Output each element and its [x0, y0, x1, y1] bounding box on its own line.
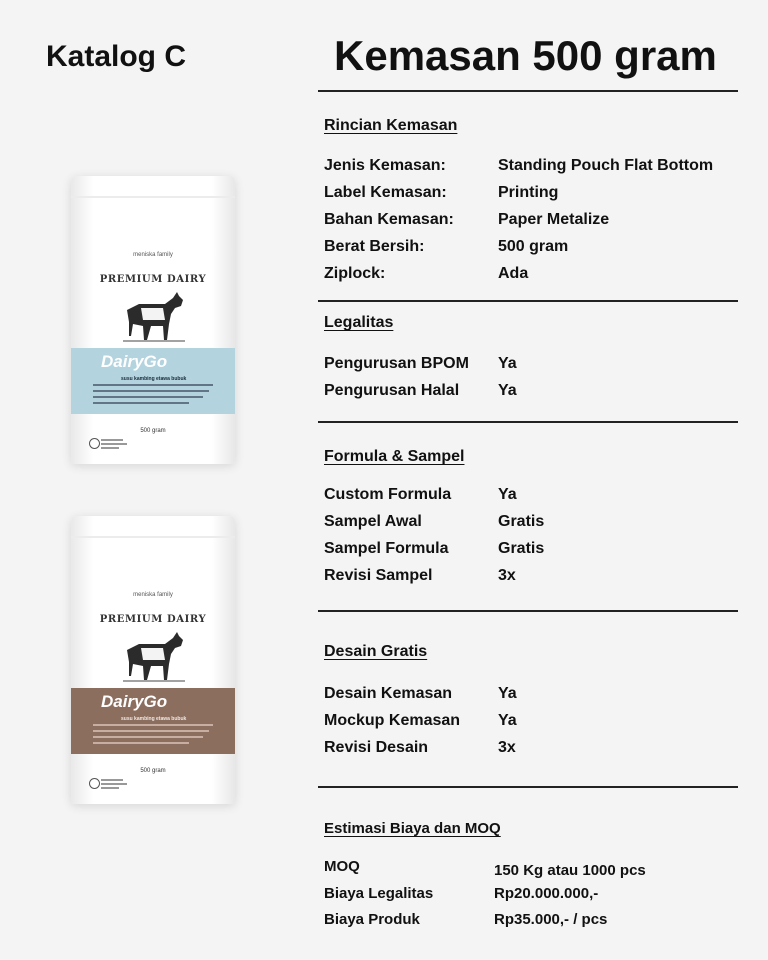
divider	[318, 421, 738, 423]
detail-row	[324, 238, 744, 260]
detail-value: Ya	[498, 486, 517, 503]
pouch-text-line	[93, 390, 209, 392]
detail-value: Ya	[498, 382, 517, 399]
detail-value: Rp20.000.000,-	[494, 885, 599, 902]
detail-value: 3x	[498, 739, 516, 756]
detail-row	[324, 265, 744, 287]
detail-value: Ya	[498, 685, 517, 702]
detail-value: 150 Kg atau 1000 pcs	[494, 862, 646, 879]
product-pouch-brown	[71, 516, 235, 804]
pouch-brand-text: DairyGo	[101, 352, 168, 371]
detail-label: Sampel Awal	[324, 513, 422, 530]
seal-icon	[89, 438, 100, 449]
detail-label: Label Kemasan:	[324, 184, 447, 201]
detail-label: Sampel Formula	[324, 540, 449, 557]
detail-label: Bahan Kemasan:	[324, 211, 454, 228]
product-pouch-blue	[71, 176, 235, 464]
detail-value: Ya	[498, 355, 517, 372]
detail-value: Paper Metalize	[498, 211, 610, 228]
detail-label: Revisi Desain	[324, 739, 429, 756]
pouch-text-line	[101, 779, 123, 781]
page-title: Kemasan 500 gram	[334, 32, 717, 79]
detail-value: Standing Pouch Flat Bottom	[498, 157, 714, 174]
detail-row	[324, 157, 744, 179]
divider	[318, 610, 738, 612]
goat-icon	[121, 290, 187, 346]
pouch-text-line	[101, 439, 123, 441]
pouch-family-text: meniska family	[133, 252, 173, 258]
pouch-text-line	[93, 742, 189, 744]
detail-row	[324, 685, 744, 707]
detail-value: Rp35.000,- / pcs	[494, 911, 608, 928]
detail-value: Gratis	[498, 540, 545, 557]
detail-label: Jenis Kemasan:	[324, 157, 446, 174]
detail-label: MOQ	[324, 858, 360, 875]
divider	[318, 90, 738, 92]
pouch-subtitle-text: susu kambing etawa bubuk	[121, 716, 187, 722]
detail-row	[324, 382, 744, 404]
pouch-premium-text: PREMIUM DAIRY	[99, 614, 207, 625]
pouch-color-band	[71, 688, 235, 754]
detail-value: Ada	[498, 265, 529, 282]
section-heading-legalitas: Legalitas	[324, 314, 394, 331]
pouch-text-line	[101, 447, 119, 449]
detail-label: Biaya Produk	[324, 911, 420, 928]
pouch-text-line	[93, 730, 209, 732]
pouch-brand-text: DairyGo	[101, 692, 168, 711]
goat-icon	[121, 630, 187, 686]
detail-row	[324, 911, 744, 933]
detail-value: Printing	[498, 184, 559, 201]
detail-row	[324, 540, 744, 562]
pouch-text-line	[93, 402, 189, 404]
detail-row	[324, 513, 744, 535]
detail-label: Custom Formula	[324, 486, 452, 503]
detail-label: Revisi Sampel	[324, 567, 433, 584]
detail-row	[324, 355, 744, 377]
ziplock-line	[71, 196, 235, 198]
pouch-text-line	[93, 724, 213, 726]
detail-value: 500 gram	[498, 238, 569, 255]
section-heading-biaya: Estimasi Biaya dan MOQ	[324, 820, 501, 837]
ziplock-line	[71, 536, 235, 538]
detail-row	[324, 739, 744, 761]
catalog-label: Katalog C	[46, 40, 187, 73]
pouch-weight-text: 500 gram	[140, 768, 166, 774]
pouch-weight-text: 500 gram	[140, 428, 166, 434]
pouch-subtitle-text: susu kambing etawa bubuk	[121, 376, 187, 382]
pouch-text-line	[101, 787, 119, 789]
detail-value: 3x	[498, 567, 516, 584]
divider	[318, 786, 738, 788]
pouch-text-line	[93, 396, 203, 398]
detail-label: Pengurusan BPOM	[324, 355, 469, 372]
seal-icon	[89, 778, 100, 789]
detail-label: Mockup Kemasan	[324, 712, 461, 729]
detail-row	[324, 486, 744, 508]
pouch-family-text: meniska family	[133, 592, 173, 598]
detail-label: Berat Bersih:	[324, 238, 425, 255]
divider	[318, 300, 738, 302]
detail-value: Ya	[498, 712, 517, 729]
detail-row	[324, 858, 744, 880]
detail-row	[324, 885, 744, 907]
detail-row	[324, 211, 744, 233]
pouch-text-line	[101, 443, 127, 445]
detail-row	[324, 184, 744, 206]
pouch-color-band	[71, 348, 235, 414]
detail-value: Gratis	[498, 513, 545, 530]
detail-label: Desain Kemasan	[324, 685, 453, 702]
section-heading-rincian: Rincian Kemasan	[324, 117, 458, 134]
detail-row	[324, 712, 744, 734]
section-heading-desain: Desain Gratis	[324, 643, 428, 660]
detail-row	[324, 567, 744, 589]
section-heading-formula: Formula & Sampel	[324, 448, 465, 465]
pouch-text-line	[101, 783, 127, 785]
pouch-premium-text: PREMIUM DAIRY	[99, 274, 207, 285]
pouch-text-line	[93, 384, 213, 386]
detail-label: Pengurusan Halal	[324, 382, 460, 399]
detail-label: Ziplock:	[324, 265, 386, 282]
pouch-text-line	[93, 736, 203, 738]
detail-label: Biaya Legalitas	[324, 885, 434, 902]
